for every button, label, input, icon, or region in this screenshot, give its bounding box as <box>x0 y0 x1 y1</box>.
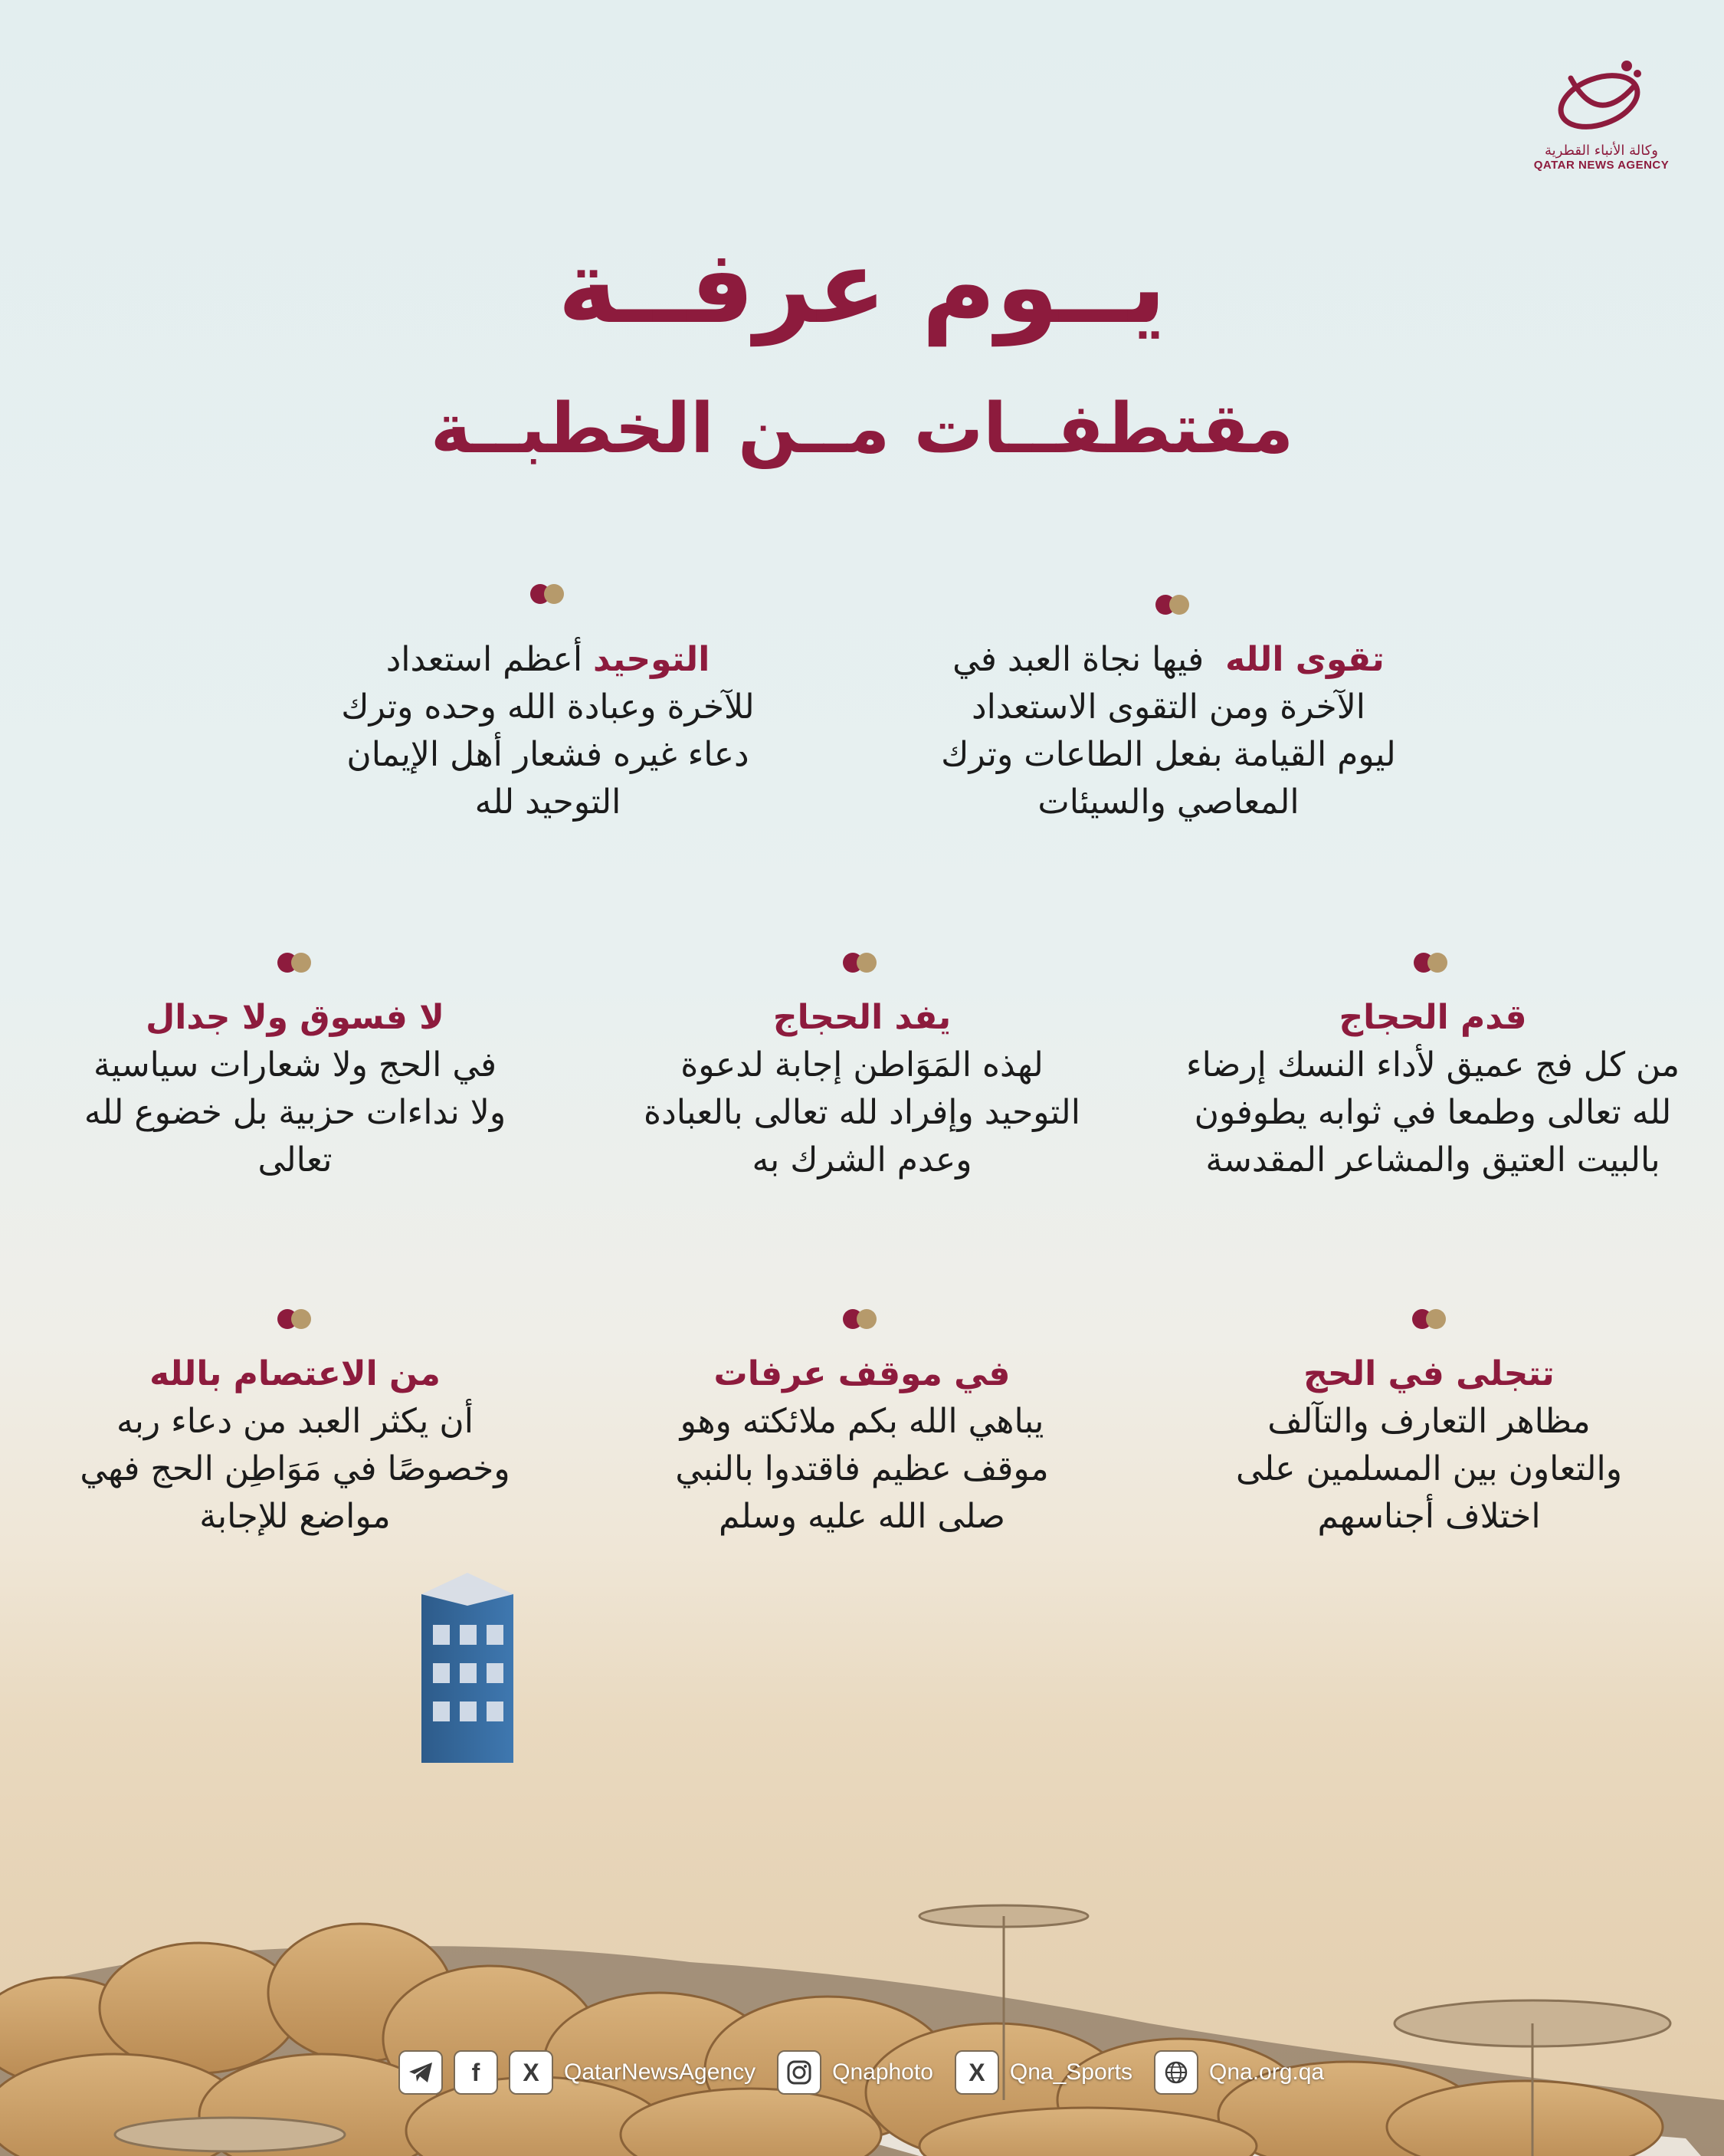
facebook-icon[interactable]: f <box>454 2050 498 2095</box>
excerpt-pilgrims-arrive <box>609 994 1115 1184</box>
excerpt-taqwa <box>908 636 1429 826</box>
excerpt-heading: التوحيد <box>593 640 710 679</box>
excerpt-line: بالبيت العتيق والمشاعر المقدسة <box>1205 1140 1660 1180</box>
excerpt-line: ليوم القيامة بفعل الطاعات وترك <box>941 735 1396 774</box>
social-links-bar <box>398 2048 1335 2097</box>
instagram-icon[interactable] <box>777 2050 821 2095</box>
excerpt-line: وعدم الشرك به <box>752 1140 972 1180</box>
excerpt-line: موقف عظيم فاقتدوا بالنبي <box>675 1449 1049 1488</box>
excerpt-line: أن يكثر العبد من دعاء ربه <box>116 1402 474 1441</box>
logo-arabic-name: وكالة الأنباء القطرية <box>1545 143 1658 159</box>
excerpt-arafat-standing <box>609 1350 1115 1541</box>
bullet-dots-icon <box>843 1309 877 1329</box>
excerpt-pilgrims-come <box>1176 994 1690 1184</box>
excerpt-heading: من الاعتصام بالله <box>149 1354 441 1393</box>
bullet-dots-icon <box>1414 953 1447 973</box>
excerpt-line: لله تعالى وطمعا في ثوابه يطوفون <box>1194 1093 1672 1132</box>
excerpt-tawheed <box>295 636 801 826</box>
excerpt-line: لهذه المَوَاطن إجابة لدعوة <box>680 1045 1044 1085</box>
excerpt-line: صلى الله عليه وسلم <box>719 1497 1005 1536</box>
excerpt-line: الآخرة ومن التقوى الاستعداد <box>971 687 1366 727</box>
excerpt-line: التوحيد وإفراد لله تعالى بالعبادة <box>644 1093 1080 1132</box>
excerpt-holding-fast <box>46 1350 544 1541</box>
logo-english-name: QATAR NEWS AGENCY <box>1533 159 1670 172</box>
excerpt-heading: يفد الحجاج <box>772 998 952 1037</box>
pillar-monument <box>421 1573 513 1763</box>
excerpt-line: وخصوصًا في مَوَاطِن الحج فهي <box>80 1449 510 1488</box>
social-handle[interactable]: Qnaphoto <box>832 2059 933 2085</box>
qna-emblem-icon <box>1552 55 1651 139</box>
page-title: يــوم عرفــة <box>557 228 1167 346</box>
excerpt-heading: تتجلى في الحج <box>1303 1354 1555 1393</box>
website-link[interactable]: Qna.org.qa <box>1208 2059 1325 2085</box>
bullet-dots-icon <box>1155 595 1189 615</box>
excerpt-heading: تقوى الله <box>1225 640 1385 679</box>
social-handle[interactable]: QatarNewsAgency <box>564 2059 756 2085</box>
bullet-dots-icon <box>1412 1309 1446 1329</box>
excerpt-heading: لا فسوق ولا جدال <box>146 998 444 1037</box>
excerpt-line: والتعاون بين المسلمين على <box>1236 1449 1622 1488</box>
excerpt-line: في الحج ولا شعارات سياسية <box>93 1045 497 1085</box>
excerpt-line: التوحيد لله <box>474 783 621 822</box>
excerpt-heading: قدم الحجاج <box>1339 998 1527 1037</box>
excerpt-line: من كل فج عميق لأداء النسك إرضاء <box>1185 1045 1680 1085</box>
bullet-dots-icon <box>843 953 877 973</box>
telegram-icon[interactable] <box>398 2050 443 2095</box>
excerpt-line: مواضع للإجابة <box>199 1497 391 1536</box>
excerpt-line: المعاصي والسيئات <box>1037 783 1300 822</box>
x-icon[interactable]: X <box>509 2050 553 2095</box>
excerpt-line: ولا نداءات حزبية بل خضوع لله <box>84 1093 506 1132</box>
excerpt-no-dispute <box>46 994 544 1184</box>
bullet-dots-icon <box>277 1309 311 1329</box>
excerpt-line: يباهي الله بكم ملائكته وهو <box>680 1402 1044 1441</box>
excerpt-line: اختلاف أجناسهم <box>1317 1497 1541 1536</box>
excerpt-heading: في موقف عرفات <box>713 1354 1011 1393</box>
bullet-dots-icon <box>277 953 311 973</box>
qna-logo <box>1521 55 1682 172</box>
page-subtitle: مقتطفــات مــن الخطبــة <box>430 389 1294 469</box>
excerpt-line: مظاهر التعارف والتآلف <box>1267 1402 1591 1441</box>
bullet-dots-icon <box>530 584 564 604</box>
excerpt-line: للآخرة وعبادة الله وحده وترك <box>341 687 755 727</box>
excerpt-hajj-unity <box>1176 1350 1682 1541</box>
excerpt-line: فيها نجاة العبد في <box>952 640 1205 679</box>
excerpt-line: تعالى <box>257 1140 333 1180</box>
excerpt-line: أعظم استعداد <box>385 640 583 679</box>
x-icon[interactable]: X <box>955 2050 999 2095</box>
social-handle[interactable]: Qna_Sports <box>1009 2059 1132 2085</box>
globe-icon[interactable] <box>1154 2050 1198 2095</box>
excerpt-line: دعاء غيره فشعار أهل الإيمان <box>346 735 749 774</box>
